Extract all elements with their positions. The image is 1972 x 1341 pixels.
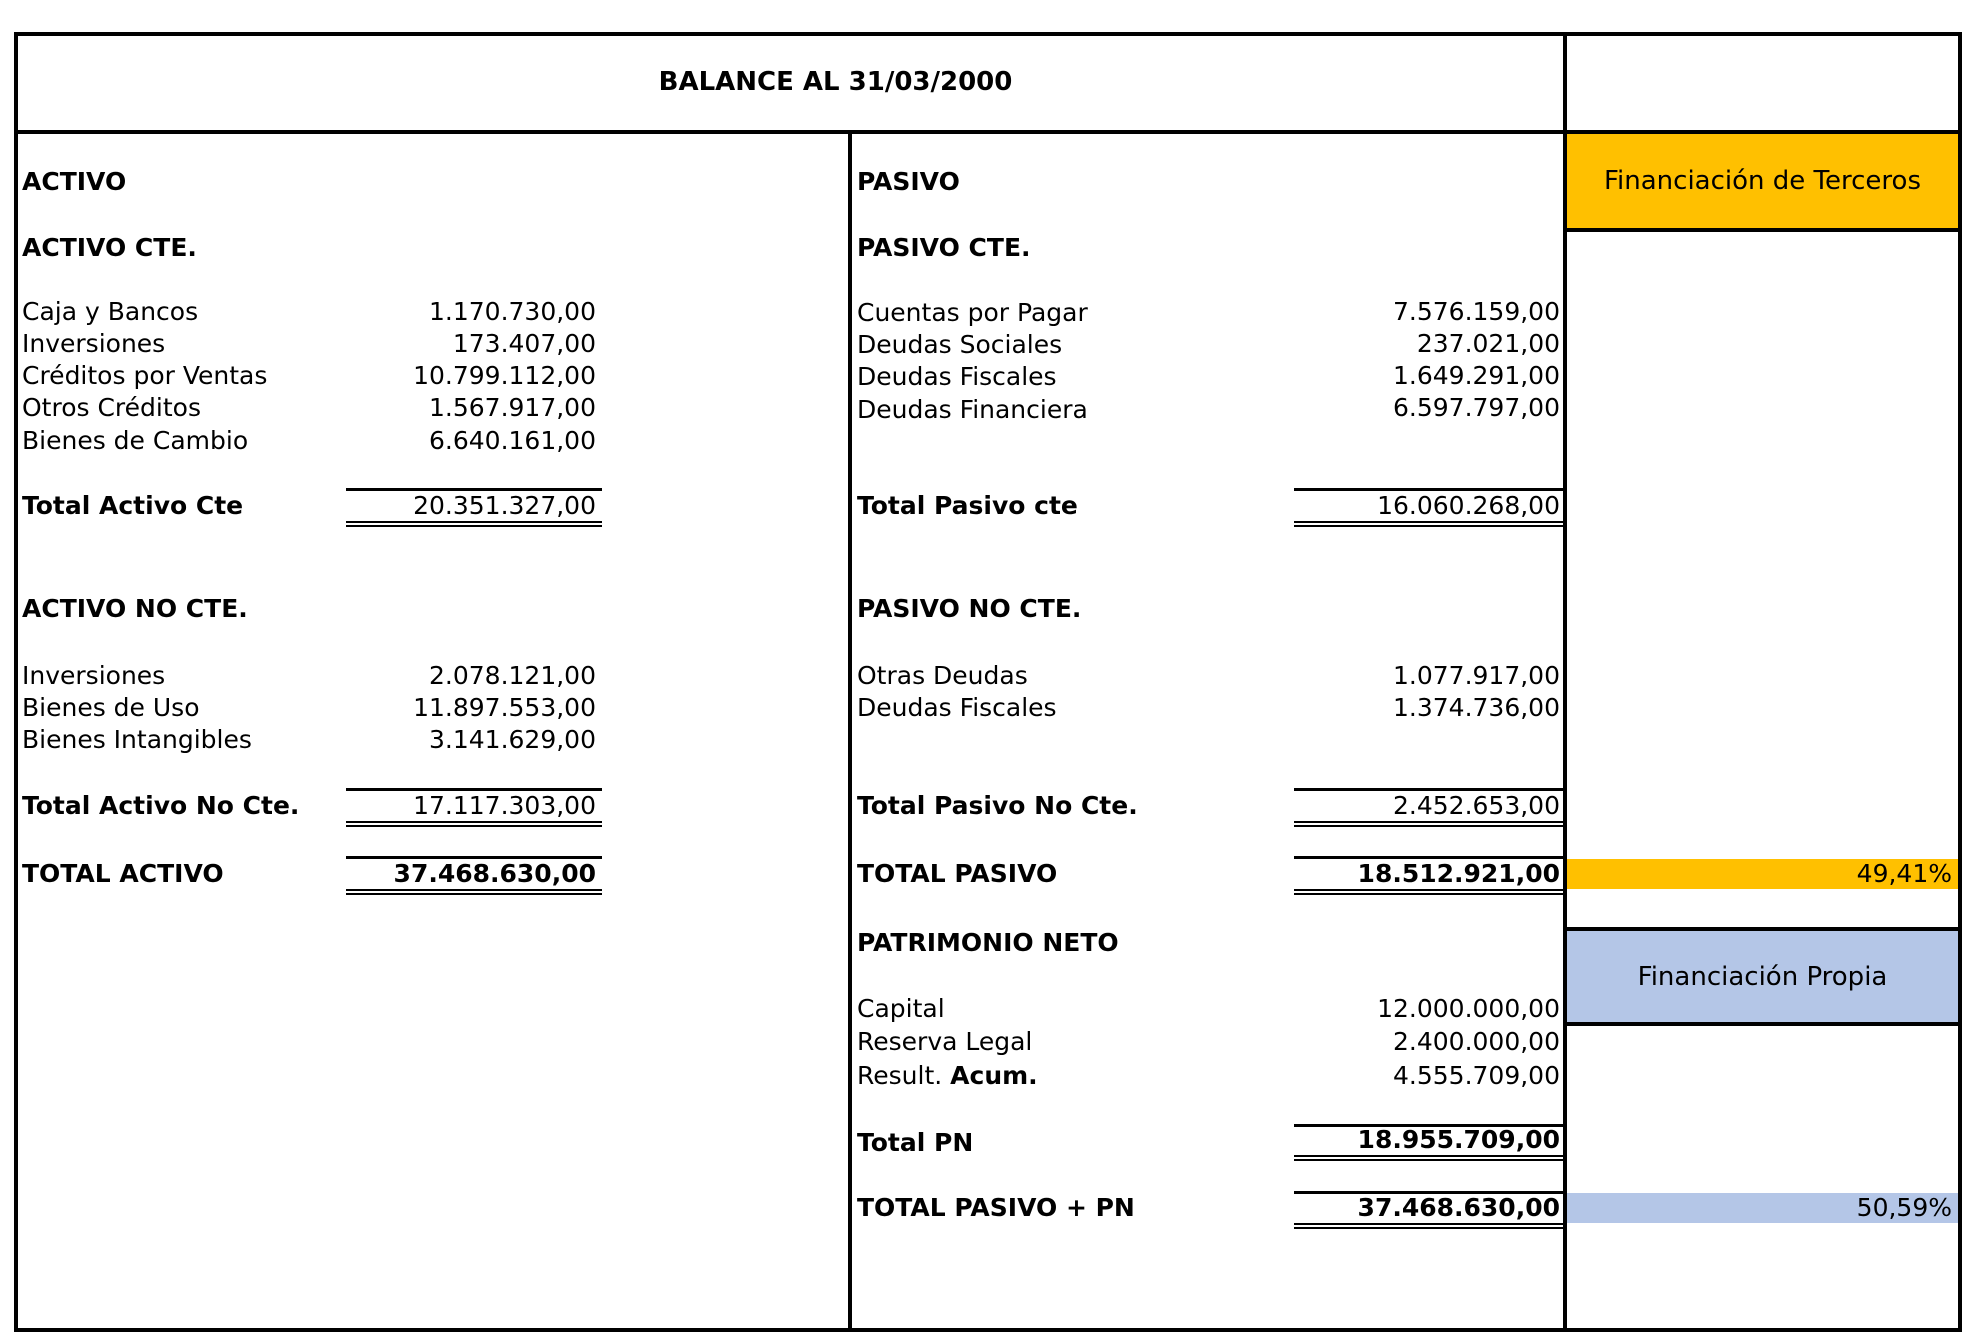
financiacion-terceros-label: Financiación de Terceros: [1603, 166, 1921, 196]
pasivo-cte-value: 1.649.291,00: [1393, 361, 1560, 390]
double-underline: [346, 889, 602, 895]
pasivo-cte-label: Deudas Financiera: [857, 395, 1088, 424]
result-label-plain: Result.: [857, 1061, 943, 1090]
pasivo-cte-value: 237.021,00: [1416, 329, 1560, 358]
total-pasivo-label: TOTAL PASIVO: [857, 859, 1058, 888]
pasivo-no-cte-label: Deudas Fiscales: [857, 693, 1057, 722]
activo-cte-value: 1.170.730,00: [429, 297, 596, 326]
activo-cte-value: 1.567.917,00: [429, 393, 596, 422]
activo-no-cte-value: 2.078.121,00: [429, 661, 596, 690]
financiacion-propia-pct: 50,59%: [1567, 1193, 1958, 1223]
double-underline: [1294, 521, 1564, 527]
patrimonio-label-result: [857, 1061, 1038, 1091]
activo-cte-value: 6.640.161,00: [429, 426, 596, 455]
activo-no-cte-header: ACTIVO NO CTE.: [22, 594, 248, 623]
pasivo-no-cte-label: Otras Deudas: [857, 661, 1028, 690]
double-underline: [1294, 889, 1564, 895]
total-pasivo-cte-label: Total Pasivo cte: [857, 491, 1078, 520]
total-activo-no-cte-value: 17.117.303,00: [413, 791, 596, 820]
activo-cte-label: Créditos por Ventas: [22, 361, 268, 390]
financiacion-terceros-box: [1567, 134, 1958, 232]
total-activo-value: 37.468.630,00: [393, 859, 596, 888]
pasivo-no-cte-header: PASIVO NO CTE.: [857, 594, 1082, 623]
total-pasivo-cte-value: 16.060.268,00: [1377, 491, 1560, 520]
total-pasivo-pn-value: 37.468.630,00: [1357, 1193, 1560, 1222]
pasivo-cte-header: PASIVO CTE.: [857, 233, 1031, 262]
activo-cte-value: 10.799.112,00: [413, 361, 596, 390]
activo-cte-label: Inversiones: [22, 329, 166, 358]
activo-no-cte-label: Bienes Intangibles: [22, 725, 252, 754]
pasivo-no-cte-value: 1.374.736,00: [1393, 693, 1560, 722]
total-pn-label: Total PN: [857, 1128, 974, 1157]
pasivo-no-cte-value: 1.077.917,00: [1393, 661, 1560, 690]
total-pasivo-pn-label: TOTAL PASIVO + PN: [857, 1193, 1135, 1222]
result-label-bold: Acum.: [950, 1061, 1038, 1090]
activo-no-cte-value: 11.897.553,00: [413, 693, 596, 722]
activo-header: ACTIVO: [22, 167, 127, 196]
total-activo-no-cte-label: Total Activo No Cte.: [22, 791, 300, 820]
double-underline: [1294, 821, 1564, 827]
patrimonio-value: 12.000.000,00: [1377, 994, 1560, 1023]
double-underline: [1294, 1223, 1564, 1229]
activo-cte-label: Otros Créditos: [22, 393, 201, 422]
total-activo-label: TOTAL ACTIVO: [22, 859, 224, 888]
pasivo-cte-label: Cuentas por Pagar: [857, 298, 1088, 327]
activo-cte-label: Bienes de Cambio: [22, 426, 249, 455]
pasivo-cte-value: 7.576.159,00: [1393, 297, 1560, 326]
financiacion-terceros-pct: 49,41%: [1567, 859, 1958, 889]
activo-cte-label: Caja y Bancos: [22, 297, 199, 326]
activo-cte-header: ACTIVO CTE.: [22, 233, 197, 262]
financiacion-propia-box: [1567, 931, 1958, 1026]
total-activo-cte-value: 20.351.327,00: [413, 491, 596, 520]
double-underline: [346, 821, 602, 827]
activo-cte-value: 173.407,00: [452, 329, 596, 358]
total-pasivo-value: 18.512.921,00: [1357, 859, 1560, 888]
patrimonio-value: 2.400.000,00: [1393, 1027, 1560, 1056]
total-pasivo-no-cte-label: Total Pasivo No Cte.: [857, 791, 1138, 820]
double-underline: [1294, 1155, 1564, 1161]
patrimonio-label: Reserva Legal: [857, 1027, 1033, 1056]
activo-no-cte-label: Bienes de Uso: [22, 693, 200, 722]
activo-no-cte-label: Inversiones: [22, 661, 166, 690]
total-pasivo-no-cte-value: 2.452.653,00: [1393, 791, 1560, 820]
activo-no-cte-value: 3.141.629,00: [429, 725, 596, 754]
pasivo-cte-label: Deudas Sociales: [857, 330, 1063, 359]
middle-column-divider: [848, 130, 852, 1332]
page-title: BALANCE AL 31/03/2000: [658, 67, 1013, 97]
patrimonio-label: Capital: [857, 994, 945, 1023]
total-activo-cte-label: Total Activo Cte: [22, 491, 244, 520]
patrimonio-value: 4.555.709,00: [1393, 1061, 1560, 1090]
pasivo-cte-value: 6.597.797,00: [1393, 393, 1560, 422]
pasivo-cte-label: Deudas Fiscales: [857, 362, 1057, 391]
pasivo-header: PASIVO: [857, 167, 960, 196]
patrimonio-header: PATRIMONIO NETO: [857, 928, 1119, 957]
total-pn-value: 18.955.709,00: [1357, 1125, 1560, 1154]
financiacion-propia-label: Financiación Propia: [1637, 961, 1888, 992]
double-underline: [346, 521, 602, 527]
